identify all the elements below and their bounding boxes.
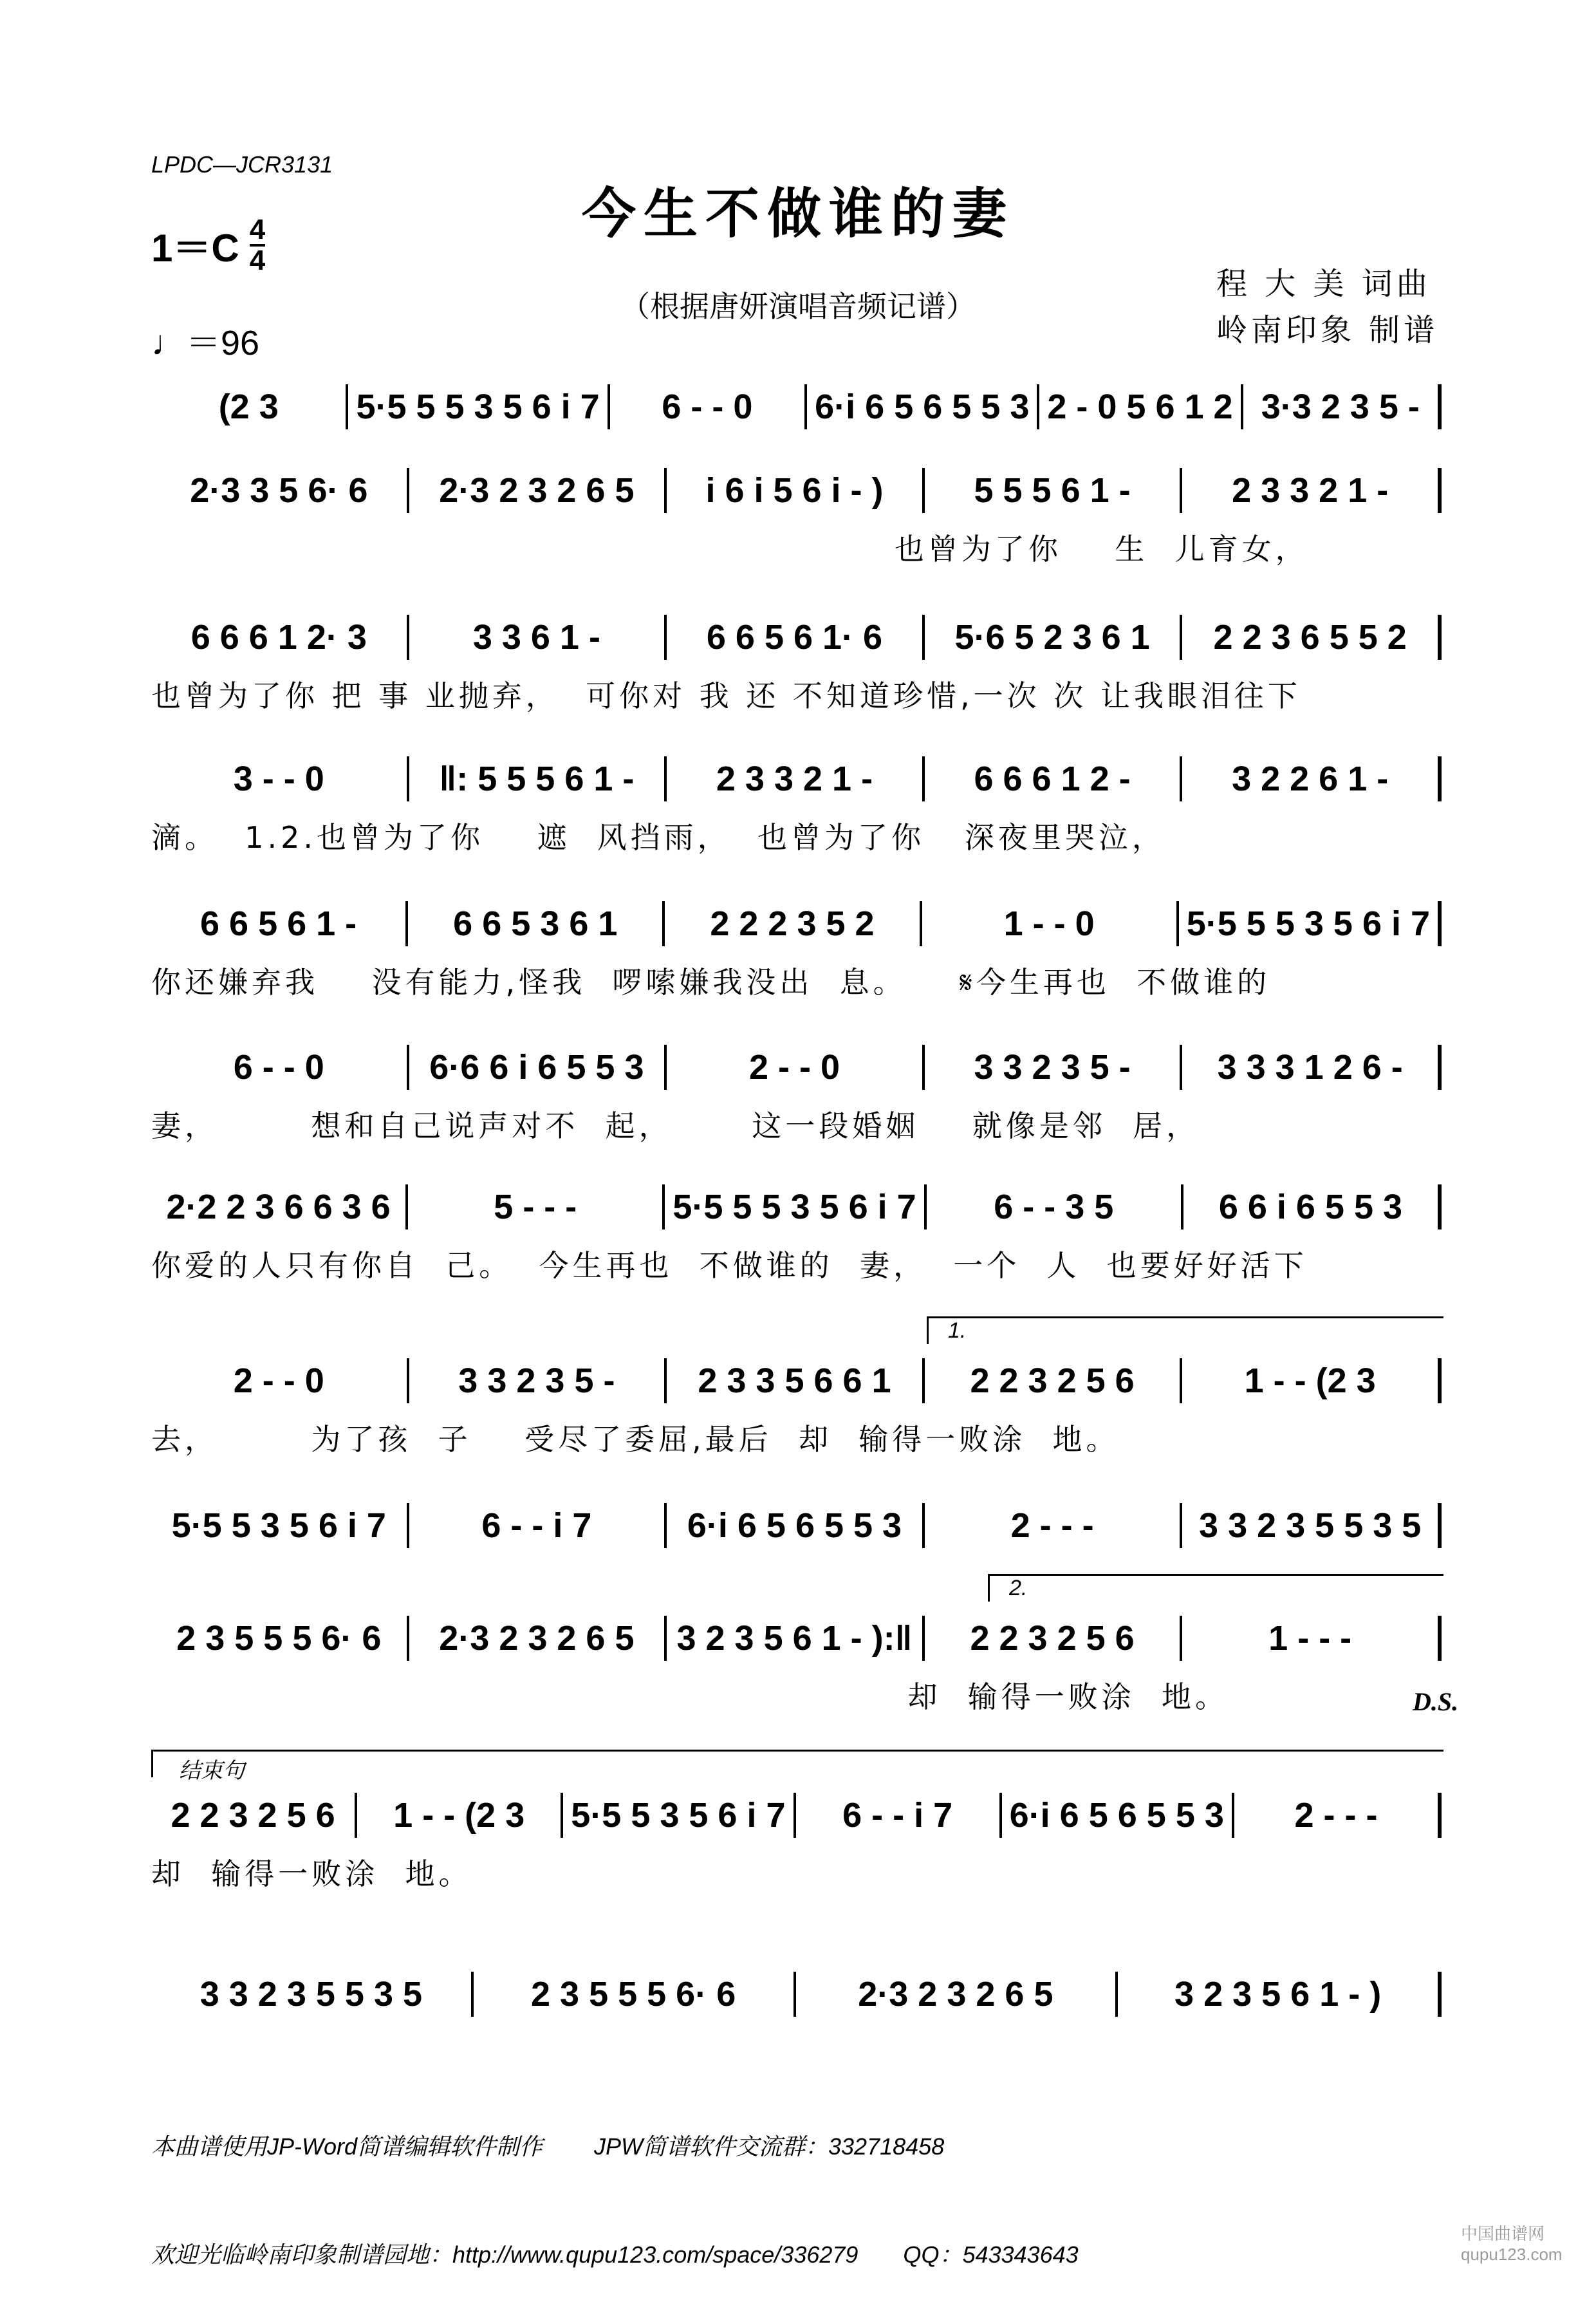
measure: 2·2 2 3 6 6 3 6 [151,1184,408,1229]
arranger-credit: 岭南印象 制谱 [1216,312,1439,348]
measure: 1 - - 0 [922,901,1179,946]
measure: 2·3 2 3 2 6 5 [409,1616,667,1661]
measure: 3 3 3 1 2 6 - [1182,1045,1442,1090]
measure: (2 3 [151,384,348,429]
measure: 6 6 5 3 6 1 [408,901,665,946]
composer-credit: 程 大 美 词曲 [1216,266,1431,302]
measure: 5·5 5 5 3 5 6 i 7 [1179,901,1442,946]
measure: 1 - - - [1182,1616,1442,1661]
footer-line-2: 欢迎光临岭南印象制谱园地：http://www.qupu123.com/space/336279 QQ：543343643 [151,2241,1079,2268]
lyric-line: 却 输得一败涂 地。 [151,1856,472,1891]
measure: 2 - - 0 [151,1358,409,1403]
measure: 6·6 6 i 6 5 5 3 [409,1045,667,1090]
measure: 2·3 3 5 6· 6 [151,468,409,513]
measure: 2 - 0 5 6 1 2 [1039,384,1243,429]
measure: 6 - - 3 5 [927,1184,1183,1229]
subtitle: （根据唐妍演唱音频记谱） [620,289,976,324]
measure: 5·5 5 3 5 6 i 7 [563,1793,795,1838]
measure: 5 5 5 6 1 - [925,468,1183,513]
measure: 2 3 5 5 5 6· 6 [151,1616,409,1661]
ds-mark: D.S. [1413,1687,1459,1716]
volta-bracket-2 [988,1574,1443,1602]
measure: 6 6 5 6 1· 6 [667,615,925,660]
measure: 3 3 2 3 5 - [925,1045,1183,1090]
measure: 2 3 5 5 5 6· 6 [474,1972,796,2017]
volta-2-label: 2. [1009,1576,1028,1600]
coda-bracket [151,1750,1443,1783]
measure: 6·i 6 5 6 5 5 3 [807,384,1039,429]
music-row [151,1500,1442,1551]
measure: 3 2 3 5 6 1 - ):‖ [667,1616,925,1661]
lyric-line: 你爱的人只有你自 己。 今生再也 不做谁的 妻， 一个 人 也要好好活下 [151,1248,1308,1283]
key-signature [151,216,265,275]
music-row [151,1042,1442,1093]
footer [151,2057,1079,2309]
measure: 2·3 2 3 2 6 5 [796,1972,1118,2017]
lyric-line: 却 输得一败涂 地。 [151,1679,1229,1714]
measure: 2 2 2 3 5 2 [665,901,922,946]
measure: 3 3 2 3 5 5 3 5 [151,1972,474,2017]
measure: ‖: 5 5 5 6 1 - [409,756,667,801]
lyric-line: 也曾为了你 生 儿育女， [151,532,1309,566]
measure: 5·5 5 3 5 6 i 7 [151,1503,409,1548]
lyric-line: 妻， 想和自己说声对不 起， 这一段婚姻 就像是邻 居， [151,1108,1200,1143]
song-title: 今生不做谁的妻 [581,182,1014,245]
music-row [151,612,1442,663]
music-row [151,1181,1442,1233]
measure: 5·5 5 5 3 5 6 i 7 [348,384,609,429]
measure: 2 - - 0 [667,1045,925,1090]
measure: 3 3 2 3 5 5 3 5 [1182,1503,1442,1548]
volta-bracket-1 [927,1316,1443,1344]
measure: 2 2 3 2 5 6 [925,1358,1183,1403]
volta-1-label: 1. [948,1318,967,1343]
key-label: 1＝C [151,227,239,270]
time-bottom: 4 [249,245,266,276]
measure: 6 - - i 7 [796,1793,1002,1838]
credits [1216,261,1438,353]
measure: 2 2 3 2 5 6 [151,1793,357,1838]
measure: 5·6 5 2 3 6 1 [925,615,1183,660]
measure: 1 - - (2 3 [1182,1358,1442,1403]
measure: 3 2 3 5 6 1 - ) [1118,1972,1442,2017]
measure: i 6 i 5 6 i - ) [667,468,925,513]
music-row [151,1968,1442,2020]
music-row [151,1613,1442,1664]
measure: 2 - - - [1234,1793,1442,1838]
measure: 2 - - - [925,1503,1183,1548]
measure: 6·i 6 5 6 5 5 3 [667,1503,925,1548]
tempo-mark: ♩＝96 [151,324,260,362]
measure: 2 2 3 2 5 6 [925,1616,1183,1661]
score-code: LPDC—JCR3131 [151,151,333,178]
music-row [151,898,1442,949]
music-row [151,1355,1442,1407]
measure: 6 - - 0 [151,1045,409,1090]
footer-line-1: 本曲谱使用JP-Word简谱编辑软件制作 JPW简谱软件交流群：332718458 [151,2133,945,2160]
measure: 3 3 6 1 - [409,615,667,660]
measure: 6 6 i 6 5 5 3 [1183,1184,1442,1229]
measure: 5·5 5 5 3 5 6 i 7 [665,1184,926,1229]
music-row [151,381,1442,433]
lyric-line: 滴。 1.2.也曾为了你 遮 风挡雨， 也曾为了你 深夜里哭泣， [151,820,1165,855]
time-top: 4 [249,214,266,245]
measure: 6·i 6 5 6 5 5 3 [1002,1793,1234,1838]
lyric-line: 去， 为了孩 子 受尽了委屈,最后 却 输得一败涂 地。 [151,1422,1120,1457]
measure: 6 - - i 7 [409,1503,667,1548]
music-row [151,465,1442,516]
measure: 6 6 6 1 2 - [925,756,1183,801]
measure: 2 3 3 5 6 6 1 [667,1358,925,1403]
measure: 6 - - 0 [610,384,807,429]
time-signature [250,216,265,275]
measure: 5 - - - [408,1184,665,1229]
measure: 3 3 2 3 5 - [409,1358,667,1403]
music-row [151,753,1442,805]
watermark: 中国曲谱网 qupu123.com [1461,2224,1563,2264]
measure: 3 - - 0 [151,756,409,801]
measure: 2 3 3 2 1 - [1182,468,1442,513]
lyric-line: 你还嫌弃我 没有能力,怪我 啰嗦嫌我没出 息。 𝄋今生再也 不做谁的 [151,965,1271,1000]
lyric-line: 也曾为了你 把 事 业抛弃， 可你对 我 还 不知道珍惜,一次 次 让我眼泪往下 [151,678,1301,713]
measure: 3 2 2 6 1 - [1182,756,1442,801]
measure: 3·3 2 3 5 - [1243,384,1442,429]
music-row [151,1790,1442,1841]
coda-label: 结束句 [179,1759,245,1783]
measure: 2 3 3 2 1 - [667,756,925,801]
measure: 2·3 2 3 2 6 5 [409,468,667,513]
measure: 2 2 3 6 5 5 2 [1182,615,1442,660]
measure: 1 - - (2 3 [357,1793,563,1838]
measure: 6 6 5 6 1 - [151,901,408,946]
measure: 6 6 6 1 2· 3 [151,615,409,660]
